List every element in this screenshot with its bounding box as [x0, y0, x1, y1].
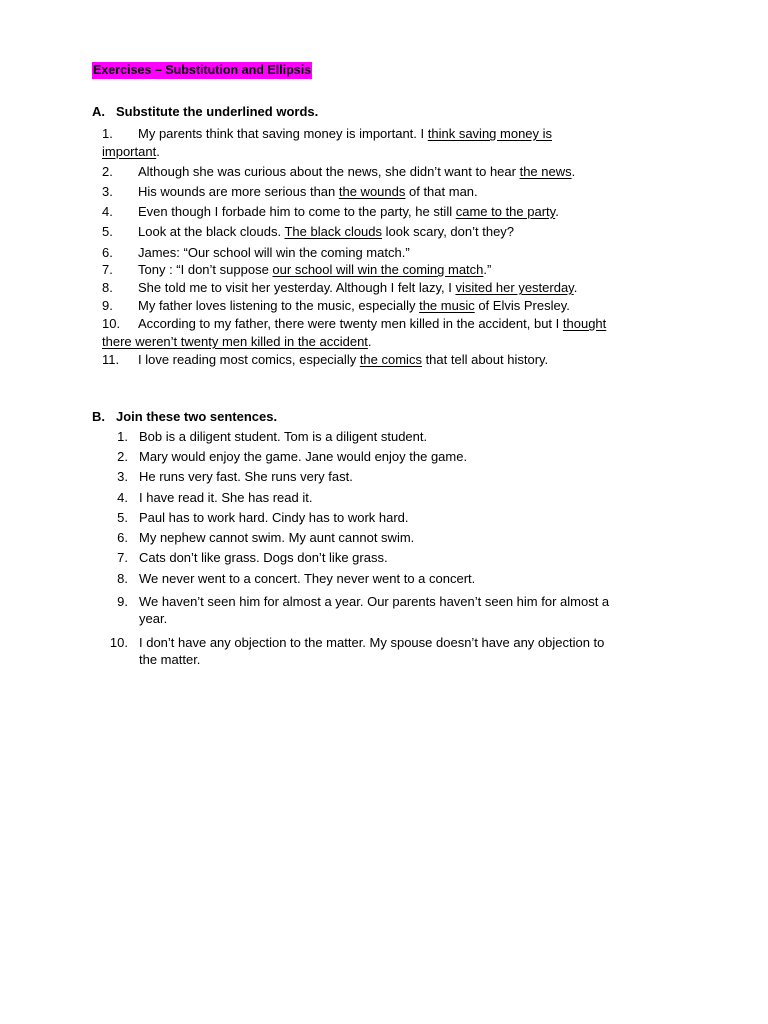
item-text: Tony : “I don’t suppose	[138, 262, 273, 277]
underlined-phrase: came to the party	[455, 204, 556, 219]
underlined-phrase: the news	[519, 164, 572, 179]
underlined-phrase: visited her yesterday	[455, 280, 574, 295]
exercise-a-item-10	[102, 315, 606, 333]
exercise-b-item-3	[106, 468, 353, 486]
item-text: Look at the black clouds.	[138, 224, 285, 239]
item-text: Even though I forbade him to come to the party, he still	[138, 204, 456, 219]
item-text-end: of that man.	[405, 184, 478, 199]
item-text: We never went to a concert. They never went to a concert.	[139, 571, 476, 586]
exercise-a-item-3	[102, 183, 478, 201]
exercise-b-item-6	[106, 529, 414, 547]
exercise-a-item-1	[102, 125, 552, 143]
exercise-b-item-10	[106, 634, 604, 652]
underlined-phrase: there weren’t twenty men killed in the accident	[102, 334, 368, 349]
exercise-b-item-9-continued	[139, 610, 167, 628]
item-text: Mary would enjoy the game. Jane would enjoy the game.	[139, 449, 468, 464]
item-text: We haven’t seen him for almost a year. Our parents haven’t seen him for almost a	[139, 594, 610, 609]
item-text-end: that tell about history.	[421, 352, 549, 367]
item-number: 5.	[117, 510, 128, 525]
item-number: 8.	[102, 280, 113, 295]
item-number: 6.	[117, 530, 128, 545]
underlined-phrase: think saving money is	[427, 126, 553, 141]
item-text-end: .	[555, 204, 559, 219]
section-b-letter: B.	[92, 409, 105, 424]
item-number: 4.	[102, 204, 113, 219]
exercise-a-item-1-continued	[102, 143, 160, 161]
item-text: James: “Our school will win the coming match.”	[138, 245, 410, 260]
item-number: 3.	[102, 184, 113, 199]
exercise-a-item-10-continued	[102, 333, 372, 351]
item-number: 9.	[102, 298, 113, 313]
underlined-phrase: the comics	[359, 352, 422, 367]
section-a-letter: A.	[92, 104, 105, 119]
exercise-a-item-11	[102, 351, 548, 369]
item-number: 6.	[102, 245, 113, 260]
exercise-a-item-6	[102, 244, 410, 262]
exercise-b-item-4	[106, 489, 312, 507]
item-number: 9.	[117, 594, 128, 609]
item-number: 11.	[102, 352, 120, 367]
underlined-phrase: the wounds	[338, 184, 406, 199]
item-text: My nephew cannot swim. My aunt cannot swim.	[139, 530, 415, 545]
item-text: Cats don’t like grass. Dogs don’t like grass.	[139, 550, 388, 565]
underlined-phrase: important	[102, 144, 157, 159]
page-title: Exercises – Substitution and Ellipsis	[93, 63, 312, 77]
item-number: 4.	[117, 490, 128, 505]
section-a-heading-text: Substitute the underlined words.	[116, 104, 319, 119]
exercise-a-item-4	[102, 203, 559, 221]
item-text: According to my father, there were twenty men killed in the accident, but I	[138, 316, 563, 331]
exercise-a-item-2	[102, 163, 575, 181]
item-number: 2.	[117, 449, 128, 464]
item-text: Bob is a diligent student. Tom is a diligent student.	[139, 429, 428, 444]
item-text-end: look scary, don’t they?	[382, 224, 515, 239]
exercise-a-item-8	[102, 279, 577, 297]
exercise-a-item-5	[102, 223, 514, 241]
section-b-heading-text: Join these two sentences.	[116, 409, 278, 424]
underlined-phrase: The black clouds	[284, 224, 383, 239]
item-number: 7.	[102, 262, 113, 277]
item-text: My parents think that saving money is important. I	[138, 126, 428, 141]
exercise-a-item-9	[102, 297, 570, 315]
item-text-end: .	[571, 164, 576, 179]
item-number: 10.	[109, 635, 128, 650]
item-text: Paul has to work hard. Cindy has to work hard.	[139, 510, 409, 525]
item-number: 3.	[117, 469, 128, 484]
item-number: 10.	[102, 316, 121, 331]
exercise-b-item-2	[106, 448, 467, 466]
item-text: She told me to visit her yesterday. Although I felt lazy, I	[138, 280, 456, 295]
exercise-b-item-8	[106, 570, 475, 588]
exercise-b-item-1	[106, 428, 427, 446]
section-b-heading	[92, 408, 277, 425]
section-a-heading	[92, 103, 318, 120]
item-text: I don’t have any objection to the matter. My spouse doesn’t have any objection to	[139, 635, 605, 650]
item-text: year.	[139, 611, 168, 626]
item-text: Although she was curious about the news, she didn’t want to hear	[138, 164, 520, 179]
item-text: the matter.	[139, 652, 201, 667]
item-number: 7.	[117, 550, 128, 565]
item-text: .	[156, 144, 160, 159]
item-text: His wounds are more serious than	[138, 184, 339, 199]
item-number: 5.	[102, 224, 113, 239]
item-text: I have read it. She has read it.	[139, 490, 313, 505]
underlined-phrase: thought	[562, 316, 607, 331]
item-number: 1.	[102, 126, 113, 141]
item-number: 2.	[102, 164, 113, 179]
item-text: I love reading most comics, especially	[138, 352, 360, 367]
exercise-b-item-10-continued	[139, 651, 200, 669]
exercise-b-item-7	[106, 549, 388, 567]
item-text: .	[367, 334, 372, 349]
underlined-phrase: our school will win the coming match	[272, 262, 484, 277]
exercise-b-item-9	[106, 593, 609, 611]
item-text-end: of Elvis Presley.	[474, 298, 570, 313]
exercise-b-item-5	[106, 509, 409, 527]
item-text-end: .	[573, 280, 578, 295]
exercise-a-item-7	[102, 261, 491, 279]
item-number: 1.	[117, 429, 128, 444]
item-text-end: .”	[483, 262, 492, 277]
item-text: He runs very fast. She runs very fast.	[139, 469, 353, 484]
item-text: My father loves listening to the music, especially	[138, 298, 420, 313]
underlined-phrase: the music	[419, 298, 475, 313]
item-number: 8.	[117, 571, 128, 586]
